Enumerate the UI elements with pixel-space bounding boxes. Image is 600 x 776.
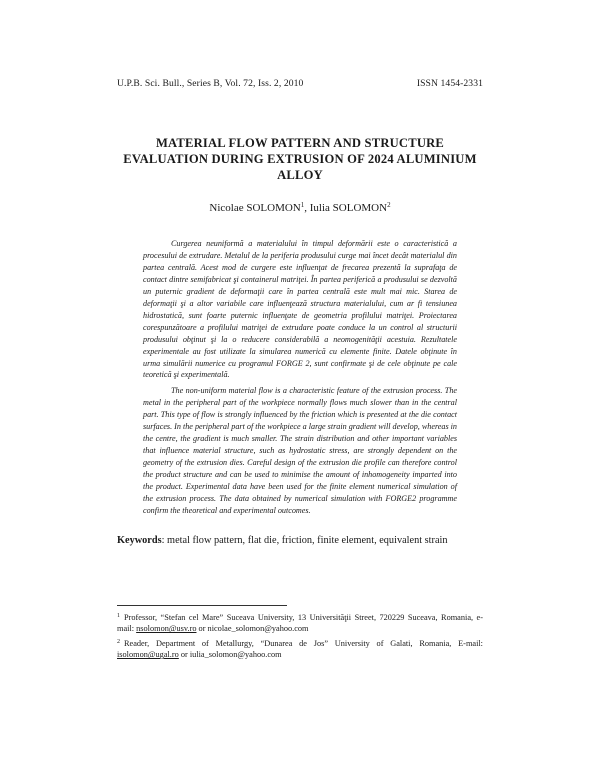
keywords — [117, 535, 490, 546]
abstract-english-text: The non-uniform material flow is a characteristic feature of the extrusion process. The metal in the peripheral part of the workpiece normally flows much slower than in the central part. This type of flow is strongly influenced by the friction which is presented at the die contact surfaces. In the peripheral part of the workpiece a large strain gradient will develop, whereas in the centre, the gradient is much smaller. The strain distribution and other important variables that influence material structure, such as hydrostatic stress, are strongly dependent on the geometry of the extrusion dies. Careful design of the extrusion die profile can therefore control the product structure and can be used to minimise the amount of inhomogeneity imparted into the product. Experimental data have been used for the finite element numerical simulation of the extrusion process. The data obtained by numerical simulation with FORGE2 programme confirm the theoretical and experimental outcomes. — [143, 386, 457, 515]
issn: ISSN 1454-2331 — [416, 78, 483, 89]
journal-citation: U.P.B. Sci. Bull., Series B, Vol. 72, Iss. 2, 2010 — [117, 78, 304, 89]
abstract-romanian-text: Curgerea neuniformă a materialului în timpul deformării este o caracteristică a procesului de extrudare. Metalul de la periferia produsului curge mai încet decât materialul din partea centrală. Acest mod de curgere este influenţat de frecarea prezentă la suprafaţa de contact dintre semifabricat şi containerul matriţei. În partea periferică a produsului se dezvoltă un puternic gradient de deformaţii care în partea centrală este mult mai mic. Starea de deformaţii şi a altor variabile care influenţează structura materialului, cum ar fi tensiunea hidrostatică, sunt foarte puternic influenţate de geometria profilului matriţei. Proiectarea corespunzătoare a profilului matriţei de extrudare poate conduce la un control al structurii produsului obţinut şi la o reducere considerabilă a neomogenităţii acestuia. Rezultatele experimentale au fost utilizate la simularea numerică cu elemente finite. Datele obţinute în urma simulării numerice cu programul FORGE 2, sunt confirmate şi de cele obţinute pe cale teoretică şi experimentală. — [143, 239, 457, 380]
abstract-romanian — [143, 238, 457, 381]
title-line-2: EVALUATION DURING EXTRUSION OF 2024 ALUMINIUM — [123, 152, 477, 166]
footnote-1-mark: 1 — [117, 613, 120, 619]
author-2: Iulia SOLOMON — [309, 202, 388, 214]
keywords-label: Keywords — [117, 535, 162, 546]
paper-title — [120, 135, 480, 183]
footnote-1 — [117, 611, 483, 635]
footnotes — [117, 611, 483, 663]
footnote-2-email-link[interactable]: isolomon@ugal.ro — [117, 650, 179, 660]
title-line-1: MATERIAL FLOW PATTERN AND STRUCTURE — [155, 136, 445, 150]
footnote-1-text: Professor, “Stefan cel Mare” Suceava University, 13 Universităţii Street, 720229 Suceava, Romania, e-mail: — [117, 613, 483, 634]
running-header — [117, 78, 483, 89]
footnote-2-alt-email: or iulia_solomon@yahoo.com — [178, 650, 282, 660]
abstract-english — [143, 385, 457, 516]
author-2-footnote-mark: 2 — [387, 201, 391, 209]
footnote-2-text: Reader, Department of Metallurgy, “Dunarea de Jos” University of Galati, Romania, E-mail: — [124, 638, 483, 648]
footnote-divider — [117, 605, 287, 606]
title-line-3: ALLOY — [277, 168, 323, 182]
authors — [120, 201, 480, 214]
keywords-text: : metal flow pattern, flat die, friction, finite element, equivalent strain — [161, 535, 448, 546]
author-1-footnote-mark: 1 — [300, 201, 305, 209]
footnote-2-mark: 2 — [117, 638, 120, 645]
author-1: Nicolae SOLOMON — [209, 202, 301, 214]
footnote-1-alt-email: or nicolae_solomon@yahoo.com — [196, 624, 309, 634]
footnote-2 — [117, 637, 483, 661]
footnote-1-email-link[interactable]: nsolomon@usv.ro — [136, 624, 197, 634]
author-separator: , — [304, 202, 310, 214]
